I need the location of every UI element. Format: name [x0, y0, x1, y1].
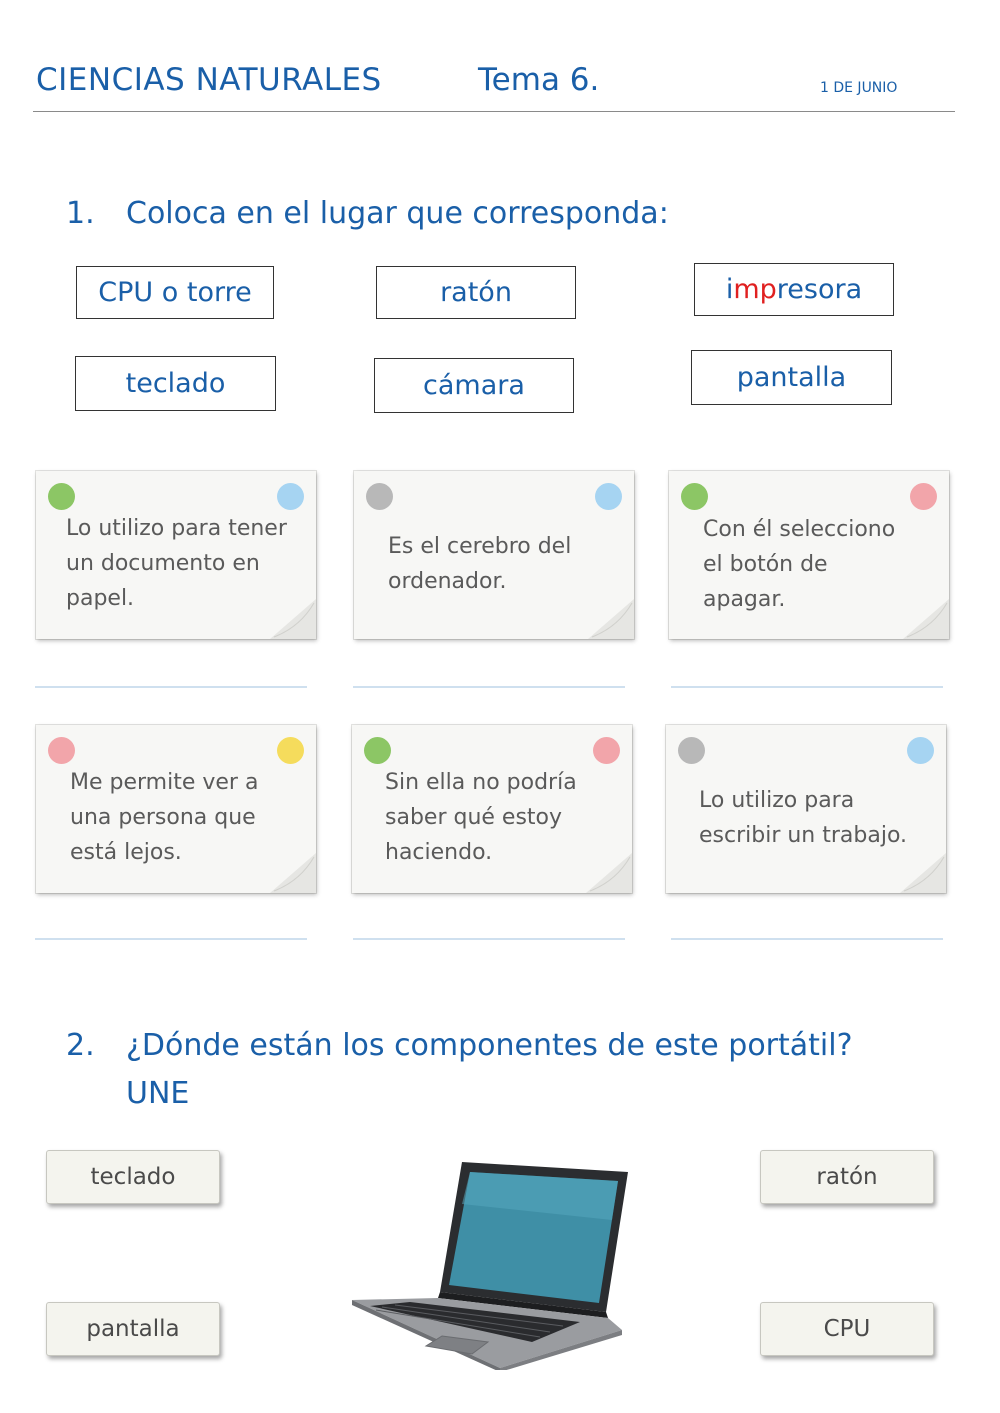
clue-card: [352, 725, 632, 893]
component-label: ratón: [816, 1164, 878, 1190]
word-label-part: resora: [776, 274, 863, 305]
word-label-highlight: mp: [733, 274, 777, 305]
pin-dot: [910, 483, 937, 510]
word-label-part: i: [725, 274, 734, 305]
pin-dot: [681, 483, 708, 510]
clue-text: Es el cerebro del ordenador.: [388, 534, 572, 594]
question-2: [66, 1028, 946, 1128]
component-raton[interactable]: [760, 1150, 934, 1204]
clue-card: [669, 471, 949, 639]
pin-dot: [595, 483, 622, 510]
component-cpu[interactable]: [760, 1302, 934, 1356]
word-label: pantalla: [736, 362, 847, 393]
word-impresora[interactable]: [694, 263, 894, 316]
answer-line[interactable]: [35, 686, 307, 688]
pin-dot: [48, 737, 75, 764]
word-teclado[interactable]: [75, 356, 276, 411]
subject-title: CIENCIAS NATURALES: [36, 62, 382, 98]
topic-label: Tema 6.: [478, 62, 600, 98]
pin-dot: [277, 483, 304, 510]
word-raton[interactable]: [376, 266, 576, 319]
question-1-prompt: Coloca en el lugar que corresponda:: [126, 196, 669, 231]
word-label: ratón: [440, 277, 512, 308]
clue-card: [36, 471, 316, 639]
word-label: [726, 274, 862, 305]
pin-dot: [277, 737, 304, 764]
pin-dot: [366, 483, 393, 510]
question-1-number: 1.: [66, 196, 95, 231]
page-curl-icon: [900, 853, 946, 893]
question-2-instruction: UNE: [126, 1076, 190, 1111]
clue-text: Con él selecciono el botón de apagar.: [703, 517, 896, 612]
clue-card: [666, 725, 946, 893]
pin-dot: [48, 483, 75, 510]
page-curl-icon: [270, 599, 316, 639]
word-camara[interactable]: [374, 358, 574, 413]
clue-text: Lo utilizo para tener un documento en papel.: [66, 516, 287, 611]
word-label: teclado: [125, 368, 226, 399]
clue-card: [36, 725, 316, 893]
answer-line[interactable]: [35, 938, 307, 940]
clue-text: Lo utilizo para escribir un trabajo.: [699, 788, 908, 848]
answer-line[interactable]: [353, 686, 625, 688]
page-curl-icon: [270, 853, 316, 893]
answer-line[interactable]: [671, 686, 943, 688]
question-2-prompt: ¿Dónde están los componentes de este portátil?: [126, 1028, 853, 1063]
pin-dot: [593, 737, 620, 764]
component-teclado[interactable]: [46, 1150, 220, 1204]
pin-dot: [907, 737, 934, 764]
component-pantalla[interactable]: [46, 1302, 220, 1356]
word-pantalla[interactable]: [691, 350, 892, 405]
pin-dot: [678, 737, 705, 764]
pin-dot: [364, 737, 391, 764]
header-divider: [33, 111, 955, 112]
word-cpu-o-torre[interactable]: [76, 266, 274, 319]
component-label: teclado: [90, 1164, 176, 1190]
page-curl-icon: [903, 599, 949, 639]
question-2-number: 2.: [66, 1028, 95, 1063]
clue-text: Me permite ver a una persona que está lejos.: [70, 770, 259, 865]
date-label: 1 DE JUNIO: [820, 80, 898, 96]
laptop-icon[interactable]: [350, 1160, 630, 1370]
clue-text: Sin ella no podría saber qué estoy haciendo.: [385, 770, 577, 865]
clue-card: [354, 471, 634, 639]
answer-line[interactable]: [353, 938, 625, 940]
page-curl-icon: [586, 853, 632, 893]
component-label: pantalla: [86, 1316, 180, 1342]
page-curl-icon: [588, 599, 634, 639]
component-label: CPU: [823, 1316, 871, 1342]
word-label: cámara: [423, 370, 525, 401]
answer-line[interactable]: [671, 938, 943, 940]
word-label: CPU o torre: [98, 277, 252, 308]
